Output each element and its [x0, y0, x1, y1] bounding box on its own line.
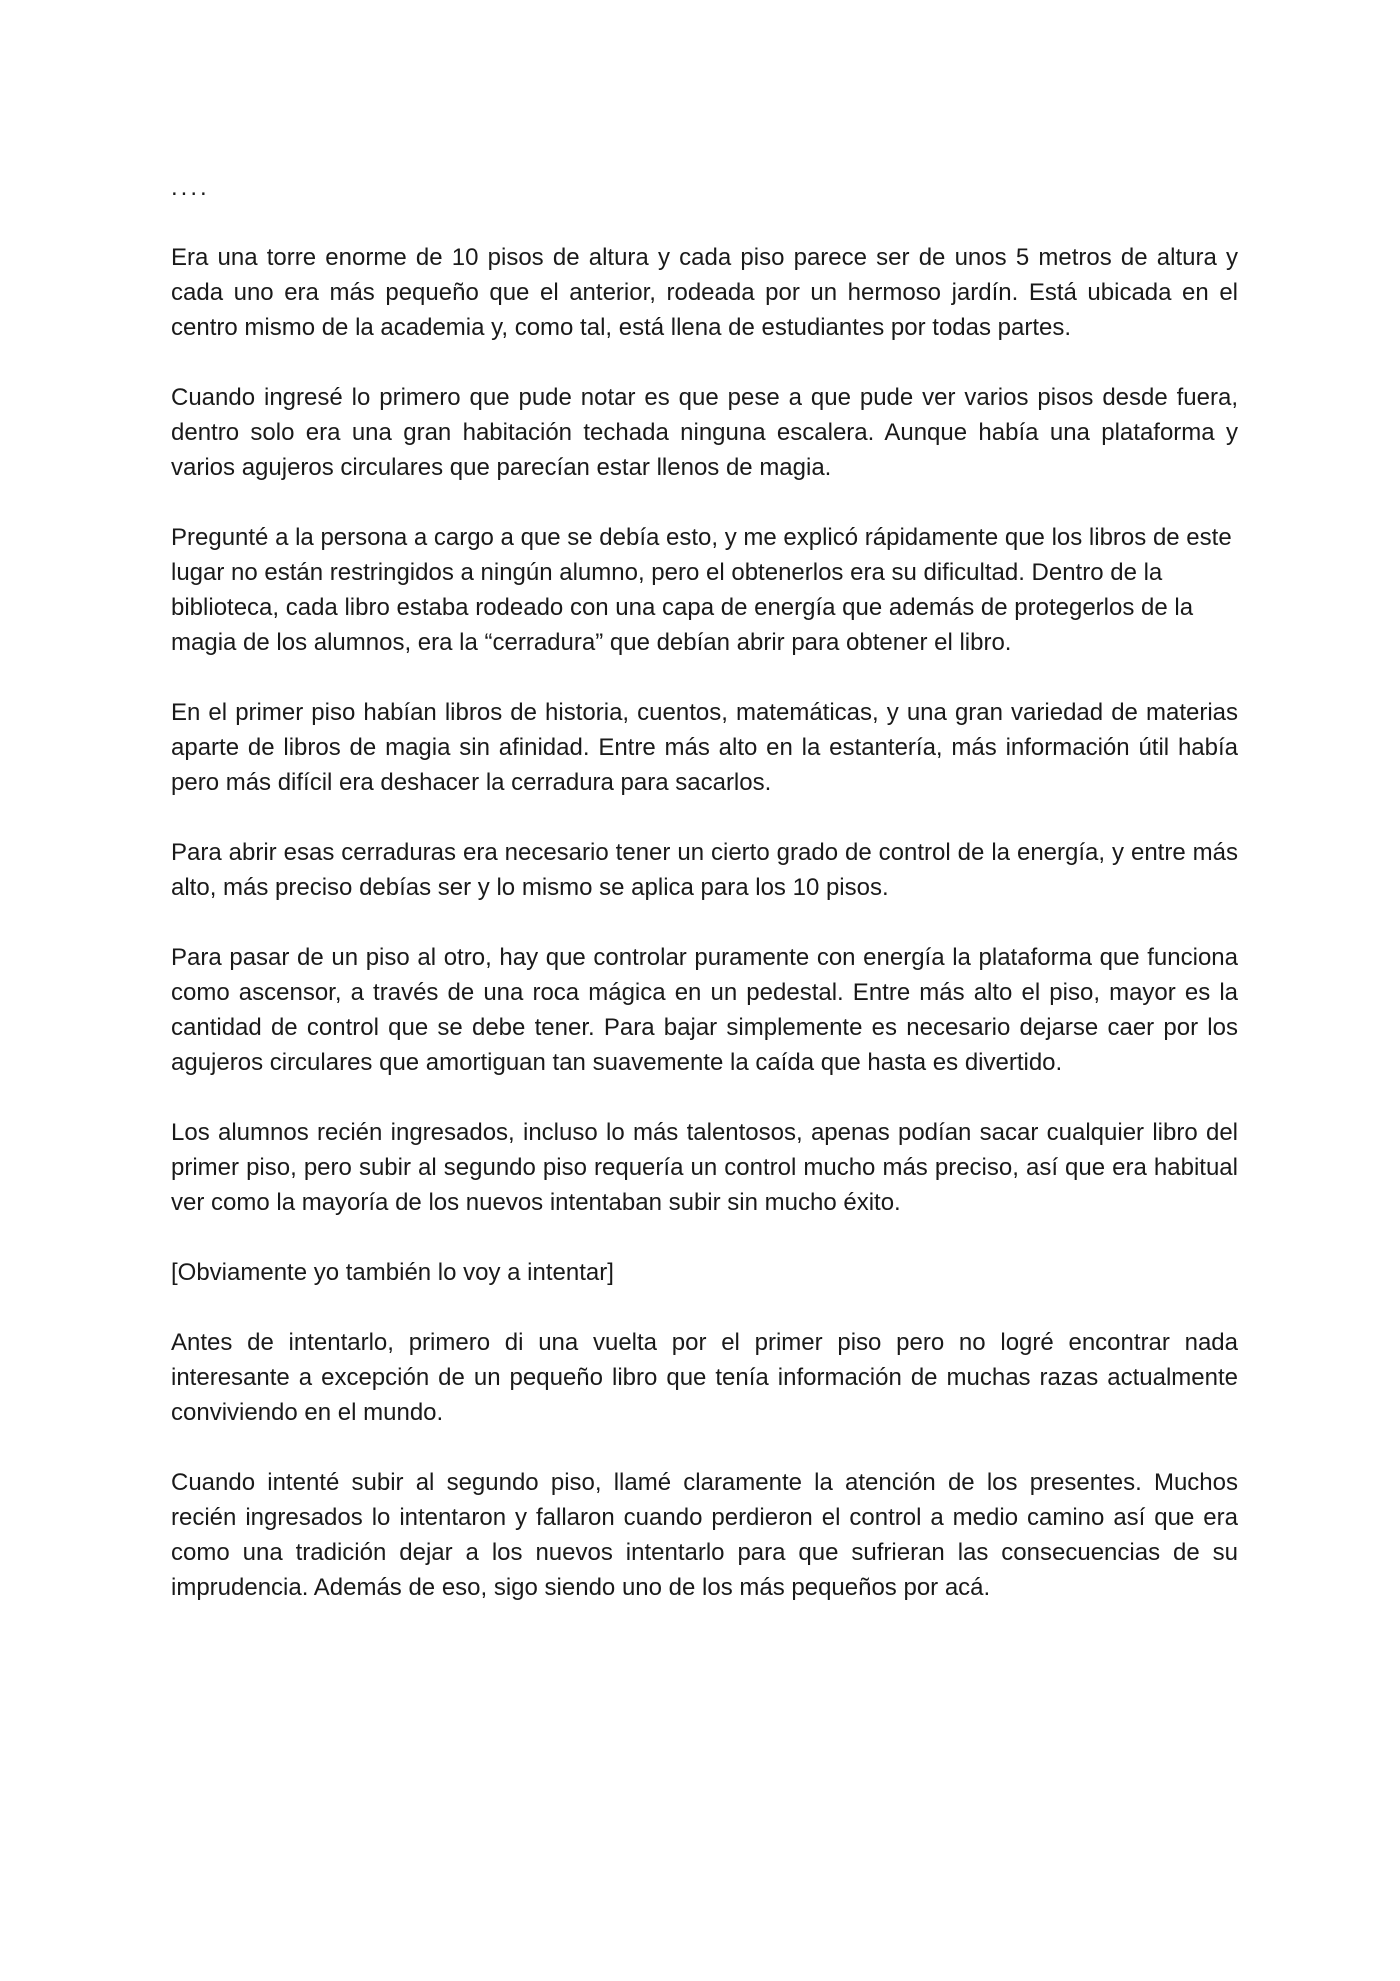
paragraph-elevator: Para pasar de un piso al otro, hay que controlar puramente con energía la plataforma que funciona como ascensor, a través de una roca mágica en un pedestal. Entre más alto el piso, mayor es la cantidad de control que se debe tener. Para bajar simplemente es necesario dejarse caer por los agujeros circulares que amortiguan tan suavemente la caída que hasta es divertido.: [171, 944, 1238, 1076]
paragraph-new-students: Los alumnos recién ingresados, incluso lo más talentosos, apenas podían sacar cualquier libro del primer piso, pero subir al segundo piso requería un control mucho más preciso, así que era habitual ver como la mayoría de los nuevos intentaban subir sin mucho éxito.: [171, 1119, 1238, 1216]
paragraph-thought: [Obviamente yo también lo voy a intentar]: [171, 1259, 614, 1286]
paragraph-entrance: Cuando ingresé lo primero que pude notar es que pese a que pude ver varios pisos desde fuera, dentro solo era una gran habitación techada ninguna escalera. Aunque había una plataforma y varios agujeros circulares que parecían estar llenos de magia.: [171, 384, 1238, 481]
document-body: [171, 170, 1238, 1640]
paragraph-locks: Para abrir esas cerraduras era necesario tener un cierto grado de control de la energía, y entre más alto, más preciso debías ser y lo mismo se aplica para los 10 pisos.: [171, 839, 1238, 901]
ellipsis-marker: ....: [171, 174, 210, 201]
paragraph-small-book: Antes de intentarlo, primero di una vuelta por el primer piso pero no logré encontrar nada interesante a excepción de un pequeño libro que tenía información de muchas razas actualmente conviviendo en el mundo.: [171, 1329, 1238, 1426]
paragraph-library-rules: Pregunté a la persona a cargo a que se debía esto, y me explicó rápidamente que los libros de este lugar no están restringidos a ningún alumno, pero el obtenerlos era su dificultad. Dentro de la biblioteca, cada libro estaba rodeado con una capa de energía que además de protegerlos de la magia de los alumnos, era la “cerradura” que debían abrir para obtener el libro.: [171, 524, 1232, 656]
paragraph-tower: Era una torre enorme de 10 pisos de altura y cada piso parece ser de unos 5 metros de altura y cada uno era más pequeño que el anterior, rodeada por un hermoso jardín. Está ubicada en el centro mismo de la academia y, como tal, está llena de estudiantes por todas partes.: [171, 244, 1238, 341]
paragraph-attempt: Cuando intenté subir al segundo piso, llamé claramente la atención de los presentes. Muchos recién ingresados lo intentaron y fallaron cuando perdieron el control a medio camino así que era como una tradición dejar a los nuevos intentarlo para que sufrieran las consecuencias de su imprudencia. Además de eso, sigo siendo uno de los más pequeños por acá.: [171, 1469, 1238, 1601]
paragraph-first-floor: En el primer piso habían libros de historia, cuentos, matemáticas, y una gran variedad de materias aparte de libros de magia sin afinidad. Entre más alto en la estantería, más información útil había pero más difícil era deshacer la cerradura para sacarlos.: [171, 699, 1238, 796]
